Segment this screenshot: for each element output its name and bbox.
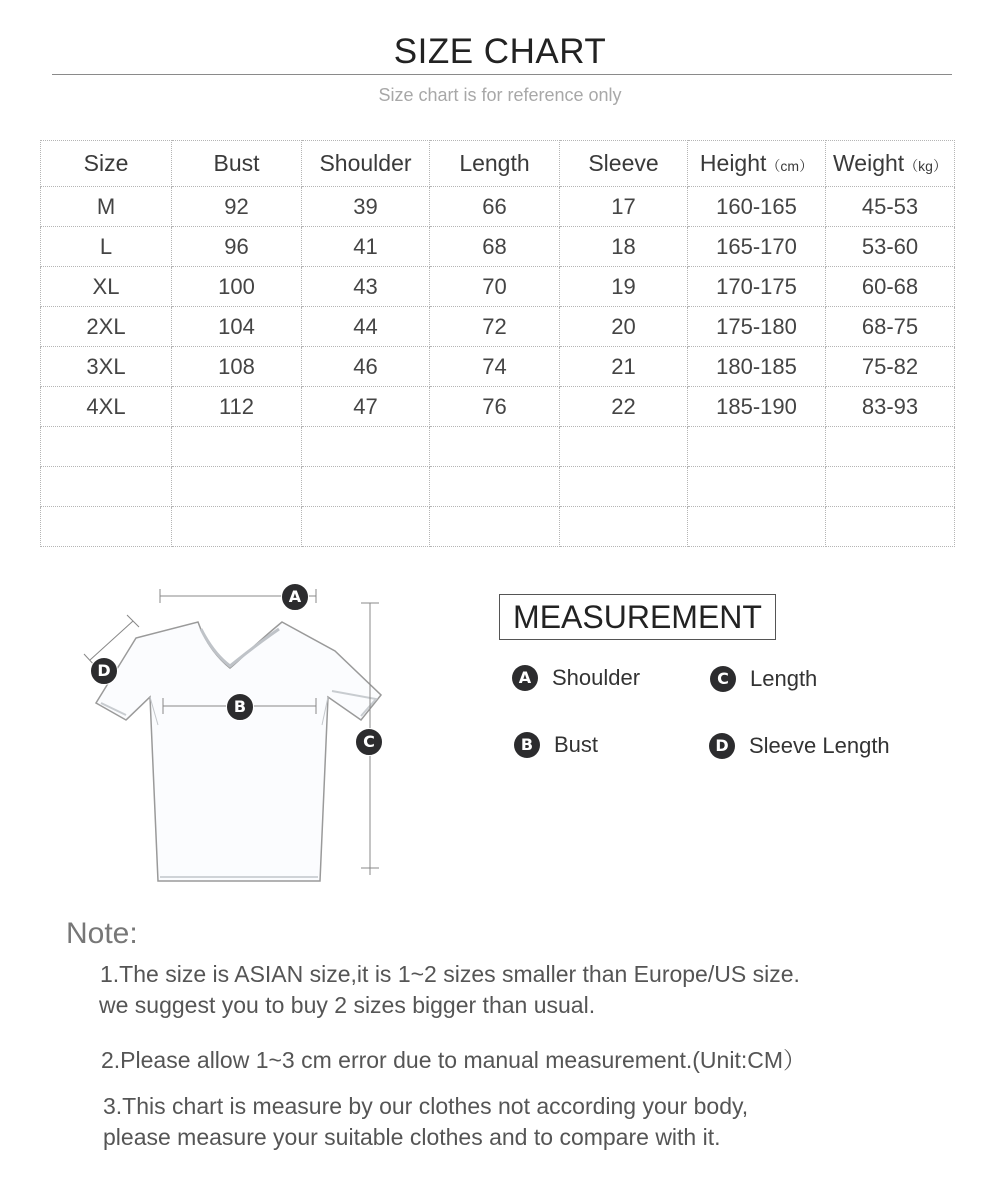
column-header-bust: Bust (172, 141, 302, 187)
cell-sleeve: 17 (560, 187, 688, 227)
legend-label-sleeve-length: Sleeve Length (749, 733, 890, 758)
note-line-5: please measure your suitable clothes and to compare with it. (103, 1124, 721, 1150)
cell-shoulder: 47 (302, 387, 430, 427)
table-row (41, 467, 955, 507)
cell-size: XL (41, 267, 172, 307)
table-header-row (41, 141, 955, 187)
table-row (41, 227, 955, 267)
table-row (41, 347, 955, 387)
page-subtitle: Size chart is for reference only (378, 85, 622, 105)
cell-weight: 83-93 (826, 387, 955, 427)
table-row (41, 307, 955, 347)
cell-bust: 96 (172, 227, 302, 267)
cell-height (688, 427, 826, 467)
cell-length (430, 467, 560, 507)
title-divider (52, 74, 952, 75)
cell-weight: 45-53 (826, 187, 955, 227)
cell-shoulder: 44 (302, 307, 430, 347)
cell-sleeve: 19 (560, 267, 688, 307)
cell-bust: 104 (172, 307, 302, 347)
cell-sleeve (560, 507, 688, 547)
legend-label-shoulder: Shoulder (552, 665, 641, 690)
cell-shoulder (302, 467, 430, 507)
cell-shoulder: 39 (302, 187, 430, 227)
cell-size: 3XL (41, 347, 172, 387)
cell-weight: 60-68 (826, 267, 955, 307)
cell-sleeve: 18 (560, 227, 688, 267)
height-unit: （cm） (766, 158, 814, 174)
legend-label-length: Length (750, 666, 818, 691)
cell-length: 70 (430, 267, 560, 307)
column-header-sleeve: Sleeve (560, 141, 688, 187)
cell-size: M (41, 187, 172, 227)
legend-label-bust: Bust (554, 732, 599, 757)
cell-bust: 108 (172, 347, 302, 387)
table-row (41, 387, 955, 427)
column-header-weight: Weight（kg） (826, 141, 955, 187)
cell-length: 72 (430, 307, 560, 347)
column-header-shoulder: Shoulder (302, 141, 430, 187)
cell-weight (826, 467, 955, 507)
tshirt-diagram (70, 575, 410, 895)
cell-bust (172, 467, 302, 507)
cell-height (688, 467, 826, 507)
cell-bust: 100 (172, 267, 302, 307)
cell-weight (826, 427, 955, 467)
cell-bust: 112 (172, 387, 302, 427)
size-table (40, 140, 955, 547)
cell-sleeve: 20 (560, 307, 688, 347)
legend-badge-d: D (709, 733, 735, 759)
table-row (41, 427, 955, 467)
cell-weight: 68-75 (826, 307, 955, 347)
table-row (41, 187, 955, 227)
cell-size (41, 467, 172, 507)
notes-title: Note: (66, 917, 138, 950)
cell-height: 160-165 (688, 187, 826, 227)
cell-height: 165-170 (688, 227, 826, 267)
cell-bust (172, 427, 302, 467)
cell-shoulder (302, 507, 430, 547)
cell-weight: 75-82 (826, 347, 955, 387)
legend-badge-b: B (514, 732, 540, 758)
cell-sleeve (560, 467, 688, 507)
cell-shoulder: 46 (302, 347, 430, 387)
table-row (41, 267, 955, 307)
column-header-height: Height（cm） (688, 141, 826, 187)
cell-size: L (41, 227, 172, 267)
measurement-title: MEASUREMENT (499, 594, 776, 640)
marker-d-sleeve-length: D (90, 657, 118, 685)
cell-length (430, 507, 560, 547)
note-line-3: 2.Please allow 1~3 cm error due to manual measurement.(Unit:CM） (101, 1047, 806, 1073)
cell-size (41, 507, 172, 547)
legend-item-sleeve-length (709, 733, 890, 759)
legend-item-shoulder (512, 665, 640, 691)
cell-length: 74 (430, 347, 560, 387)
note-line-4: 3.This chart is measure by our clothes not according your body, (103, 1093, 749, 1119)
legend-badge-a: A (512, 665, 538, 691)
cell-height (688, 507, 826, 547)
cell-shoulder: 43 (302, 267, 430, 307)
cell-sleeve (560, 427, 688, 467)
cell-size: 4XL (41, 387, 172, 427)
cell-length: 76 (430, 387, 560, 427)
cell-height: 175-180 (688, 307, 826, 347)
cell-height: 180-185 (688, 347, 826, 387)
cell-size (41, 427, 172, 467)
cell-height: 170-175 (688, 267, 826, 307)
legend-item-length (710, 666, 817, 692)
weight-unit: （kg） (904, 158, 947, 174)
cell-sleeve: 22 (560, 387, 688, 427)
cell-bust (172, 507, 302, 547)
legend-item-bust (514, 732, 598, 758)
page-title: SIZE CHART (393, 32, 607, 71)
cell-shoulder: 41 (302, 227, 430, 267)
note-line-2: we suggest you to buy 2 sizes bigger than usual. (99, 992, 596, 1018)
marker-b-bust: B (226, 693, 254, 721)
cell-weight: 53-60 (826, 227, 955, 267)
cell-height: 185-190 (688, 387, 826, 427)
cell-length: 66 (430, 187, 560, 227)
marker-c-length: C (355, 728, 383, 756)
column-header-size: Size (41, 141, 172, 187)
cell-sleeve: 21 (560, 347, 688, 387)
column-header-length: Length (430, 141, 560, 187)
cell-bust: 92 (172, 187, 302, 227)
table-row (41, 507, 955, 547)
cell-length: 68 (430, 227, 560, 267)
cell-size: 2XL (41, 307, 172, 347)
marker-a-shoulder: A (281, 583, 309, 611)
cell-length (430, 427, 560, 467)
cell-shoulder (302, 427, 430, 467)
legend-badge-c: C (710, 666, 736, 692)
cell-weight (826, 507, 955, 547)
note-line-1: 1.The size is ASIAN size,it is 1~2 sizes smaller than Europe/US size. (100, 961, 800, 987)
